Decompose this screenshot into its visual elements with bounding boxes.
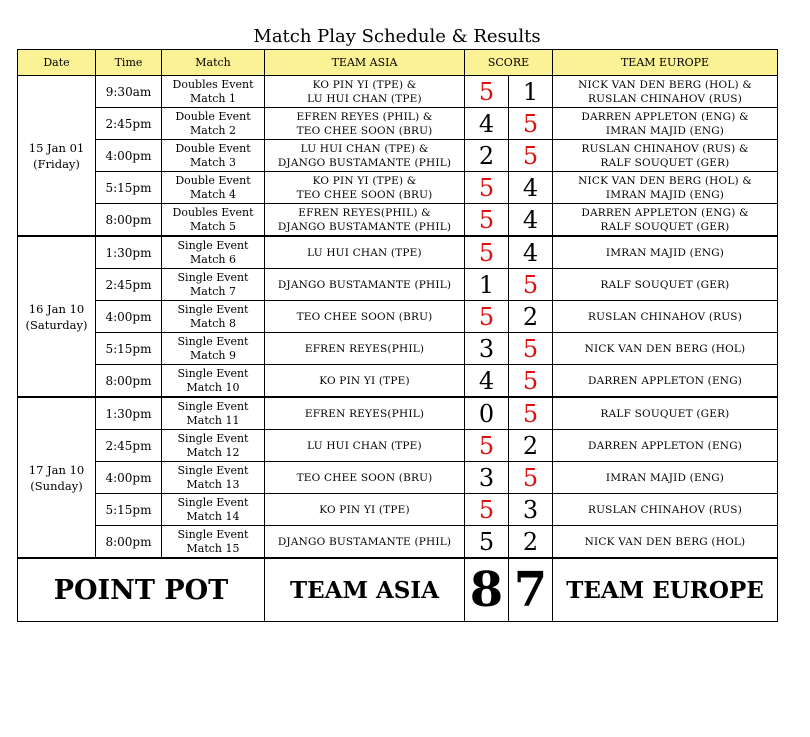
asia-score: 5 xyxy=(465,494,509,526)
text-line: Match 13 xyxy=(186,477,240,491)
team-asia-cell xyxy=(265,333,465,365)
text-line: Match 7 xyxy=(190,284,236,298)
match-cell xyxy=(162,301,265,333)
text-line: Single Event xyxy=(177,238,249,252)
team-asia-cell xyxy=(265,462,465,494)
time-cell: 1:30pm xyxy=(96,397,162,430)
asia-score: 5 xyxy=(465,172,509,204)
header-time: Time xyxy=(96,50,162,76)
team-asia-cell xyxy=(265,204,465,237)
text-line: Single Event xyxy=(177,495,249,509)
europe-score: 2 xyxy=(509,301,553,333)
team-europe-cell xyxy=(553,462,778,494)
europe-score: 5 xyxy=(509,333,553,365)
match-row xyxy=(18,333,778,365)
match-row xyxy=(18,108,778,140)
text-line: IMRAN MAJID (ENG) xyxy=(605,124,725,137)
match-row xyxy=(18,462,778,494)
text-line: Single Event xyxy=(177,302,249,316)
time-cell: 5:15pm xyxy=(96,172,162,204)
match-cell xyxy=(162,269,265,301)
time-cell: 8:00pm xyxy=(96,365,162,398)
text-line: DJANGO BUSTAMANTE (PHIL) xyxy=(277,220,452,233)
time-cell: 8:00pm xyxy=(96,204,162,237)
text-line: TEO CHEE SOON (BRU) xyxy=(296,124,433,137)
team-europe-cell xyxy=(553,365,778,398)
asia-score: 2 xyxy=(465,140,509,172)
match-row xyxy=(18,204,778,237)
text-line: 17 Jan 10 xyxy=(28,462,85,477)
text-line: RUSLAN CHINAHOV (RUS) xyxy=(588,503,742,516)
text-line: RUSLAN CHINAHOV (RUS) xyxy=(588,92,742,105)
text-line: 15 Jan 01 xyxy=(28,140,85,155)
text-line: Single Event xyxy=(177,270,249,284)
text-line: KO PIN YI (TPE) & xyxy=(312,174,417,187)
team-europe-cell xyxy=(553,172,778,204)
text-line: LU HUI CHAN (TPE) & xyxy=(300,142,429,155)
team-asia-cell xyxy=(265,140,465,172)
team-europe-cell xyxy=(553,76,778,108)
text-line: Match 2 xyxy=(190,123,236,137)
text-line: IMRAN MAJID (ENG) xyxy=(605,471,725,484)
match-row xyxy=(18,236,778,269)
text-line: IMRAN MAJID (ENG) xyxy=(605,188,725,201)
text-line: RALF SOUQUET (GER) xyxy=(600,407,730,420)
team-asia-cell xyxy=(265,494,465,526)
text-line: RALF SOUQUET (GER) xyxy=(600,220,730,233)
team-europe-cell xyxy=(553,204,778,237)
team-asia-cell xyxy=(265,76,465,108)
text-line: EFREN REYES(PHIL) & xyxy=(298,206,431,219)
text-line: 16 Jan 10 xyxy=(28,301,85,316)
text-line: Single Event xyxy=(177,399,249,413)
match-cell xyxy=(162,76,265,108)
match-cell xyxy=(162,397,265,430)
team-asia-cell xyxy=(265,365,465,398)
match-cell xyxy=(162,462,265,494)
time-cell: 2:45pm xyxy=(96,430,162,462)
final-row xyxy=(18,558,778,622)
text-line: RUSLAN CHINAHOV (RUS) & xyxy=(581,142,749,155)
time-cell: 1:30pm xyxy=(96,236,162,269)
match-cell xyxy=(162,140,265,172)
europe-score: 2 xyxy=(509,430,553,462)
europe-score: 5 xyxy=(509,269,553,301)
europe-score: 5 xyxy=(509,397,553,430)
schedule-table xyxy=(17,49,778,622)
team-asia-cell xyxy=(265,301,465,333)
match-row xyxy=(18,269,778,301)
text-line: Double Event xyxy=(175,173,251,187)
time-cell: 2:45pm xyxy=(96,269,162,301)
text-line: LU HUI CHAN (TPE) xyxy=(307,92,422,105)
time-cell: 4:00pm xyxy=(96,140,162,172)
text-line: KO PIN YI (TPE) xyxy=(319,503,410,516)
team-europe-cell xyxy=(553,333,778,365)
team-europe-cell xyxy=(553,108,778,140)
asia-score: 3 xyxy=(465,333,509,365)
europe-score: 4 xyxy=(509,172,553,204)
header-score: SCORE xyxy=(465,50,553,76)
text-line: DARREN APPLETON (ENG) & xyxy=(581,206,749,219)
text-line: EFREN REYES (PHIL) & xyxy=(296,110,433,123)
team-europe-cell xyxy=(553,526,778,559)
match-row xyxy=(18,365,778,398)
header-team-asia: TEAM ASIA xyxy=(265,50,465,76)
match-cell xyxy=(162,108,265,140)
text-line: KO PIN YI (TPE) & xyxy=(312,78,417,91)
text-line: EFREN REYES(PHIL) xyxy=(304,407,425,420)
text-line: DARREN APPLETON (ENG) xyxy=(587,439,743,452)
team-asia-cell xyxy=(265,269,465,301)
text-line: Single Event xyxy=(177,366,249,380)
team-europe-cell xyxy=(553,494,778,526)
date-cell xyxy=(18,76,96,237)
text-line: RALF SOUQUET (GER) xyxy=(600,278,730,291)
match-row xyxy=(18,76,778,108)
europe-score: 4 xyxy=(509,204,553,237)
europe-score: 4 xyxy=(509,236,553,269)
text-line: Single Event xyxy=(177,463,249,477)
europe-score: 5 xyxy=(509,365,553,398)
asia-score: 5 xyxy=(465,76,509,108)
text-line: Match 3 xyxy=(190,155,236,169)
match-cell xyxy=(162,365,265,398)
asia-score: 3 xyxy=(465,462,509,494)
page-title: Match Play Schedule & Results xyxy=(253,26,541,47)
time-cell: 4:00pm xyxy=(96,301,162,333)
text-line: IMRAN MAJID (ENG) xyxy=(605,246,725,259)
asia-score: 0 xyxy=(465,397,509,430)
text-line: Match 10 xyxy=(186,380,240,394)
text-line: Match 12 xyxy=(186,445,240,459)
text-line: Match 15 xyxy=(186,541,240,555)
asia-score: 5 xyxy=(465,301,509,333)
team-europe-cell xyxy=(553,269,778,301)
date-cell xyxy=(18,397,96,558)
team-asia-cell xyxy=(265,397,465,430)
text-line: EFREN REYES(PHIL) xyxy=(304,342,425,355)
time-cell: 2:45pm xyxy=(96,108,162,140)
text-line: TEO CHEE SOON (BRU) xyxy=(296,310,433,323)
match-row xyxy=(18,301,778,333)
team-europe-cell xyxy=(553,301,778,333)
match-cell xyxy=(162,333,265,365)
asia-score: 4 xyxy=(465,108,509,140)
europe-score: 1 xyxy=(509,76,553,108)
header-row xyxy=(18,50,778,76)
final-team-europe: TEAM EUROPE xyxy=(553,558,778,622)
text-line: Single Event xyxy=(177,334,249,348)
schedule-body xyxy=(18,50,778,622)
text-line: NICK VAN DEN BERG (HOL) xyxy=(584,535,746,548)
team-europe-cell xyxy=(553,236,778,269)
match-row xyxy=(18,494,778,526)
match-cell xyxy=(162,526,265,559)
text-line: Double Event xyxy=(175,141,251,155)
text-line: (Sunday) xyxy=(30,478,83,493)
text-line: RUSLAN CHINAHOV (RUS) xyxy=(588,310,742,323)
time-cell: 4:00pm xyxy=(96,462,162,494)
europe-score: 2 xyxy=(509,526,553,559)
asia-score: 1 xyxy=(465,269,509,301)
text-line: LU HUI CHAN (TPE) xyxy=(307,246,422,259)
text-line: Match 11 xyxy=(186,413,240,427)
team-europe-cell xyxy=(553,430,778,462)
text-line: RALF SOUQUET (GER) xyxy=(600,156,730,169)
point-pot-label: POINT POT xyxy=(18,558,265,622)
asia-score: 5 xyxy=(465,236,509,269)
text-line: Match 4 xyxy=(190,187,236,201)
match-row xyxy=(18,140,778,172)
match-cell xyxy=(162,204,265,237)
text-line: Double Event xyxy=(175,109,251,123)
asia-score: 5 xyxy=(465,204,509,237)
match-row xyxy=(18,172,778,204)
asia-score: 4 xyxy=(465,365,509,398)
header-match: Match xyxy=(162,50,265,76)
text-line: Match 1 xyxy=(190,91,236,105)
date-cell xyxy=(18,236,96,397)
asia-score: 5 xyxy=(465,526,509,559)
text-line: KO PIN YI (TPE) xyxy=(319,374,410,387)
match-row xyxy=(18,430,778,462)
europe-score: 3 xyxy=(509,494,553,526)
match-cell xyxy=(162,430,265,462)
text-line: Match 8 xyxy=(190,316,236,330)
europe-score: 5 xyxy=(509,140,553,172)
header-team-europe: TEAM EUROPE xyxy=(553,50,778,76)
text-line: NICK VAN DEN BERG (HOL) & xyxy=(578,78,752,91)
europe-score: 5 xyxy=(509,108,553,140)
text-line: Single Event xyxy=(177,431,249,445)
text-line: (Saturday) xyxy=(25,317,88,332)
text-line: DJANGO BUSTAMANTE (PHIL) xyxy=(277,156,452,169)
asia-score: 5 xyxy=(465,430,509,462)
text-line: TEO CHEE SOON (BRU) xyxy=(296,471,433,484)
text-line: Match 5 xyxy=(190,219,236,233)
text-line: Doubles Event xyxy=(172,77,254,91)
match-cell xyxy=(162,172,265,204)
time-cell: 5:15pm xyxy=(96,333,162,365)
text-line: Match 6 xyxy=(190,252,236,266)
match-cell xyxy=(162,494,265,526)
text-line: NICK VAN DEN BERG (HOL) & xyxy=(578,174,752,187)
match-cell xyxy=(162,236,265,269)
final-europe-points: 7 xyxy=(509,558,553,622)
match-row xyxy=(18,526,778,559)
text-line: Match 14 xyxy=(186,509,240,523)
match-row xyxy=(18,397,778,430)
team-europe-cell xyxy=(553,140,778,172)
team-asia-cell xyxy=(265,526,465,559)
final-team-asia: TEAM ASIA xyxy=(265,558,465,622)
text-line: DJANGO BUSTAMANTE (PHIL) xyxy=(277,278,452,291)
team-europe-cell xyxy=(553,397,778,430)
text-line: DARREN APPLETON (ENG) & xyxy=(581,110,749,123)
text-line: LU HUI CHAN (TPE) xyxy=(307,439,422,452)
team-asia-cell xyxy=(265,172,465,204)
time-cell: 8:00pm xyxy=(96,526,162,559)
time-cell: 5:15pm xyxy=(96,494,162,526)
time-cell: 9:30am xyxy=(96,76,162,108)
header-date: Date xyxy=(18,50,96,76)
text-line: DARREN APPLETON (ENG) xyxy=(587,374,743,387)
team-asia-cell xyxy=(265,108,465,140)
final-asia-points: 8 xyxy=(465,558,509,622)
text-line: (Friday) xyxy=(33,156,80,171)
text-line: NICK VAN DEN BERG (HOL) xyxy=(584,342,746,355)
europe-score: 5 xyxy=(509,462,553,494)
text-line: TEO CHEE SOON (BRU) xyxy=(296,188,433,201)
text-line: Match 9 xyxy=(190,348,236,362)
team-asia-cell xyxy=(265,236,465,269)
text-line: DJANGO BUSTAMANTE (PHIL) xyxy=(277,535,452,548)
text-line: Doubles Event xyxy=(172,205,254,219)
text-line: Single Event xyxy=(177,527,249,541)
team-asia-cell xyxy=(265,430,465,462)
